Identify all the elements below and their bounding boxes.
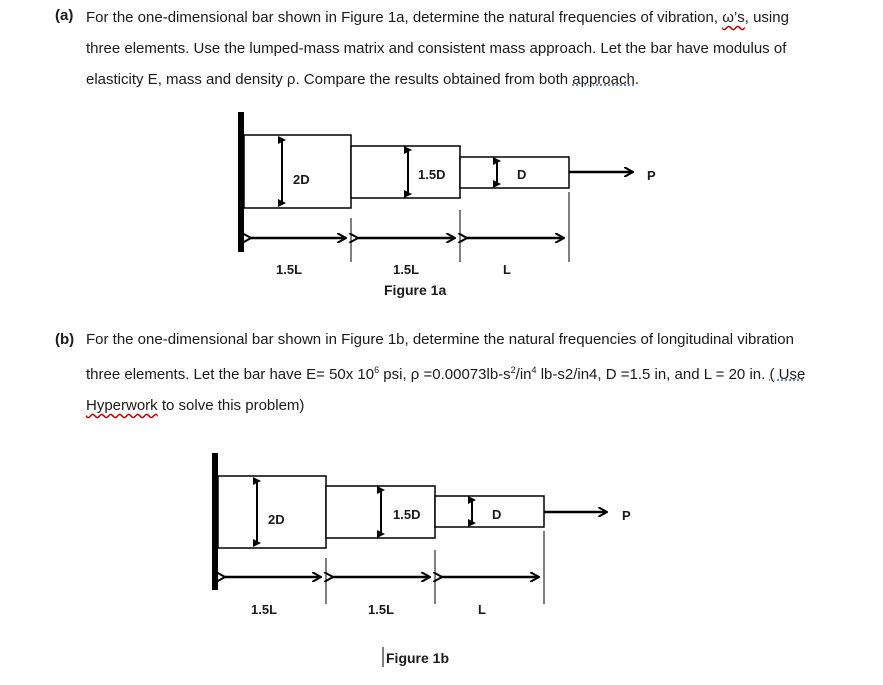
part-b-line-3: Hyperwork to solve this problem) (86, 397, 305, 414)
load-label-a: P (647, 168, 656, 183)
section-label-a-2: 1.5D (418, 167, 446, 182)
part-a-line-3: elasticity E, mass and density ρ. Compare the results obtained from both approach. (86, 71, 639, 88)
section-label-a-1: 2D (293, 172, 310, 187)
wall-b (212, 453, 218, 590)
part-a-label: (a) (55, 7, 74, 24)
wall-a (238, 112, 244, 252)
section-label-b-2: 1.5D (393, 507, 421, 522)
load-label-b: P (622, 508, 631, 523)
length-label-a-2: 1.5L (393, 262, 420, 277)
part-b-text (86, 324, 816, 421)
length-label-b-3: L (478, 602, 486, 617)
section-b-3 (435, 496, 544, 527)
part-a-line-1: For the one-dimensional bar shown in Figure 1a, determine the natural frequencies of vibration, ω’s, using (86, 9, 789, 26)
length-label-a-1: 1.5L (276, 262, 303, 277)
hyperwork-link: Hyperwork (86, 397, 158, 414)
use-link: ( Use (769, 366, 806, 383)
figure-1b-caption: Figure 1b (386, 650, 450, 666)
omega-symbol: ω’s (722, 9, 745, 26)
length-label-b-2: 1.5L (368, 602, 395, 617)
length-label-b-1: 1.5L (251, 602, 278, 617)
part-a-line-2: three elements. Use the lumped-mass matrix and consistent mass approach. Let the bar have modulus of (86, 40, 787, 57)
section-label-a-3: D (517, 167, 527, 182)
part-b-line-1: For the one-dimensional bar shown in Figure 1b, determine the natural frequencies of longitudinal vibration (86, 331, 794, 348)
part-b-label: (b) (55, 331, 75, 348)
approach-link: approach (572, 71, 635, 88)
section-label-b-1: 2D (268, 512, 285, 527)
part-b-line-2: three elements. Let the bar have E= 50x $10^6$ psi, $\rho =0.00073lb-s^2/in^4$ lb-s2/in4, D =1.5 in, and L = 20 in. ( Use (86, 365, 806, 383)
length-label-a-3: L (503, 262, 511, 277)
section-label-b-3: D (492, 507, 502, 522)
figure-1a-caption: Figure 1a (384, 282, 447, 298)
section-a-3 (460, 157, 569, 188)
